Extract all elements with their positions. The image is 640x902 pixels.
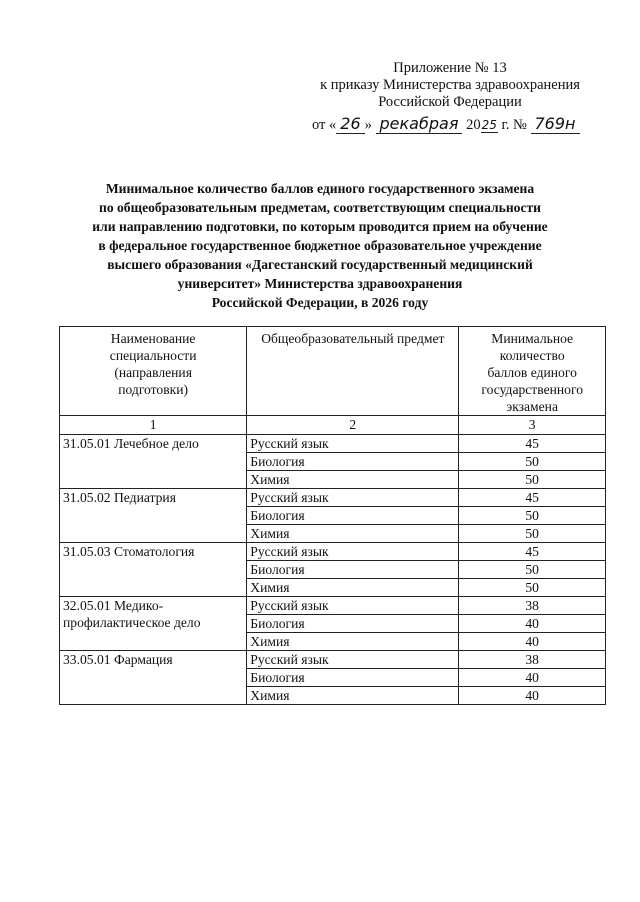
column-number: 2 bbox=[247, 416, 459, 435]
score-cell: 50 bbox=[459, 471, 606, 489]
order-reference: к приказу Министерства здравоохранения bbox=[320, 77, 580, 93]
scores-table bbox=[59, 326, 606, 705]
subject-cell: Химия bbox=[247, 579, 459, 597]
specialty-cell: 31.05.03 Стоматология bbox=[60, 543, 247, 597]
title-line: или направлению подготовки, по которым проводится прием на обучение bbox=[92, 219, 548, 234]
appendix-header bbox=[300, 60, 600, 111]
appendix-number: Приложение № 13 bbox=[393, 60, 507, 76]
score-cell: 45 bbox=[459, 543, 606, 561]
column-number: 1 bbox=[60, 416, 247, 435]
score-cell: 38 bbox=[459, 651, 606, 669]
handwritten-year: 25 bbox=[481, 118, 497, 132]
ministry-name: Российской Федерации bbox=[378, 94, 522, 110]
subject-cell: Биология bbox=[247, 507, 459, 525]
subject-cell: Русский язык bbox=[247, 543, 459, 561]
table-body bbox=[60, 435, 606, 705]
table-row bbox=[60, 543, 606, 561]
title-line: университет» Министерства здравоохранения bbox=[177, 276, 463, 291]
table-row bbox=[60, 489, 606, 507]
score-cell: 40 bbox=[459, 687, 606, 705]
title-line: Минимальное количество баллов единого государственного экзамена bbox=[105, 181, 535, 196]
score-cell: 50 bbox=[459, 507, 606, 525]
subject-cell: Химия bbox=[247, 633, 459, 651]
specialty-cell: 31.05.01 Лечебное дело bbox=[60, 435, 247, 489]
specialty-cell: 31.05.02 Педиатрия bbox=[60, 489, 247, 543]
score-cell: 40 bbox=[459, 669, 606, 687]
title-line: Российской Федерации, в 2026 году bbox=[211, 295, 429, 310]
title-line: по общеобразовательным предметам, соответствующим специальности bbox=[98, 200, 541, 215]
header-min-score: Минимальное количество баллов единого государственного экзамена bbox=[459, 327, 606, 416]
handwritten-month: рекабрая bbox=[376, 114, 463, 134]
order-date-line: от « 26 » рекабрая 2025 г. № 769н bbox=[312, 114, 612, 134]
column-number-row bbox=[60, 416, 606, 435]
score-cell: 45 bbox=[459, 435, 606, 453]
score-cell: 38 bbox=[459, 597, 606, 615]
table-header-row bbox=[60, 327, 606, 416]
score-cell: 45 bbox=[459, 489, 606, 507]
header-specialty: Наименование специальности (направления подготовки) bbox=[60, 327, 247, 416]
score-cell: 50 bbox=[459, 561, 606, 579]
score-cell: 50 bbox=[459, 453, 606, 471]
score-cell: 40 bbox=[459, 615, 606, 633]
specialty-cell: 32.05.01 Медико-профилактическое дело bbox=[60, 597, 247, 651]
header-subject: Общеобразовательный предмет bbox=[247, 327, 459, 416]
score-cell: 50 bbox=[459, 525, 606, 543]
subject-cell: Русский язык bbox=[247, 435, 459, 453]
handwritten-day: 26 bbox=[336, 114, 364, 134]
table-row bbox=[60, 435, 606, 453]
specialty-cell: 33.05.01 Фармация bbox=[60, 651, 247, 705]
subject-cell: Биология bbox=[247, 453, 459, 471]
score-cell: 40 bbox=[459, 633, 606, 651]
subject-cell: Русский язык bbox=[247, 597, 459, 615]
title-line: высшего образования «Дагестанский государственный медицинский bbox=[107, 257, 533, 272]
subject-cell: Русский язык bbox=[247, 489, 459, 507]
subject-cell: Биология bbox=[247, 561, 459, 579]
column-number: 3 bbox=[459, 416, 606, 435]
subject-cell: Биология bbox=[247, 669, 459, 687]
title-line: в федеральное государственное бюджетное образовательное учреждение bbox=[98, 238, 542, 253]
subject-cell: Химия bbox=[247, 471, 459, 489]
score-cell: 50 bbox=[459, 579, 606, 597]
subject-cell: Русский язык bbox=[247, 651, 459, 669]
table-row bbox=[60, 597, 606, 615]
table-row bbox=[60, 651, 606, 669]
document-title bbox=[50, 179, 590, 312]
subject-cell: Биология bbox=[247, 615, 459, 633]
handwritten-order-number: 769н bbox=[531, 114, 580, 134]
subject-cell: Химия bbox=[247, 687, 459, 705]
subject-cell: Химия bbox=[247, 525, 459, 543]
